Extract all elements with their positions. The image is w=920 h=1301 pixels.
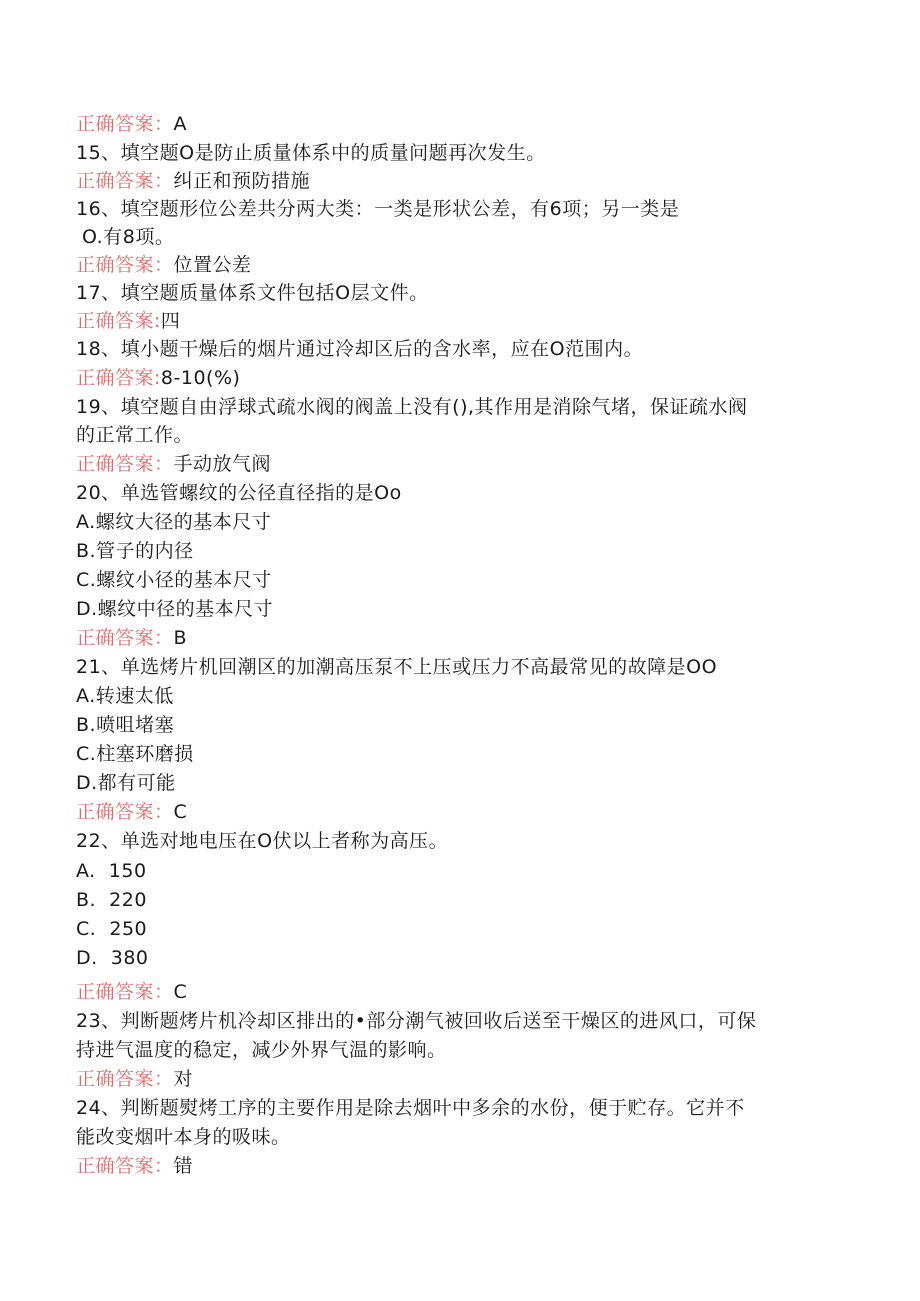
answer-line <box>76 1153 193 1179</box>
question-text: 23、判断题烤片机冷却区排出的•部分潮气被回收后送至干燥区的进风口，可保 <box>76 1010 757 1032</box>
option-item: D.都有可能 <box>76 772 176 794</box>
question-text-continued: 持进气温度的稳定，减少外界气温的影响。 <box>76 1039 447 1061</box>
option-item: B.管子的内径 <box>76 540 194 562</box>
answer-label: 正确答案: <box>76 310 161 332</box>
answer-value: 错 <box>173 1155 194 1177</box>
answer-label: 正确答案： <box>76 113 174 135</box>
answer-value: 对 <box>173 1068 194 1090</box>
question-text: 21、单选烤片机回潮区的加潮高压泵不上压或压力不高最常见的故障是OO <box>76 656 718 678</box>
answer-line <box>76 799 187 825</box>
answer-line <box>76 365 240 391</box>
answer-value: C <box>173 981 188 1003</box>
answer-line <box>76 979 187 1005</box>
answer-label: 正确答案： <box>76 1155 174 1177</box>
answer-label: 正确答案： <box>76 254 174 276</box>
option-item: D.螺纹中径的基本尺寸 <box>76 598 274 620</box>
question-text: 20、单选管螺纹的公径直径指的是Oo <box>76 482 402 504</box>
answer-value: C <box>173 801 188 823</box>
question-text: 22、单选对地电压在O伏以上者称为高压。 <box>76 830 449 852</box>
answer-line <box>76 1066 193 1092</box>
question-text: 19、填空题自由浮球式疏水阀的阀盖上没有(),其作用是消除气堵，保证疏水阀 <box>76 396 748 418</box>
option-item: C.螺纹小径的基本尺寸 <box>76 569 272 591</box>
option-item: C. 250 <box>76 918 148 940</box>
answer-line <box>76 111 187 137</box>
answer-value: 纠正和预防措施 <box>173 170 311 192</box>
option-item: C.柱塞环磨损 <box>76 743 194 765</box>
option-item: D. 380 <box>76 947 149 969</box>
answer-label: 正确答案： <box>76 627 174 649</box>
answer-value: 8-10(%) <box>160 367 241 389</box>
option-item: A. 150 <box>76 860 147 882</box>
option-item: B.喷咀堵塞 <box>76 714 175 736</box>
answer-value: B <box>173 627 188 649</box>
question-text-continued: 能改变烟叶本身的吸味。 <box>76 1126 291 1148</box>
answer-line <box>76 252 252 278</box>
question-text: 24、判断题熨烤工序的主要作用是除去烟叶中多余的水份，便于贮存。它并不 <box>76 1097 745 1119</box>
answer-label: 正确答案： <box>76 170 174 192</box>
answer-label: 正确答案： <box>76 453 174 475</box>
answer-value: A <box>173 113 188 135</box>
question-text: 15、填空题O是防止质量体系中的质量问题再次发生。 <box>76 142 546 164</box>
answer-label: 正确答案： <box>76 1068 174 1090</box>
answer-line <box>76 451 271 477</box>
question-text-continued: O.有8项。 <box>82 226 175 248</box>
answer-line <box>76 168 310 194</box>
answer-label: 正确答案: <box>76 367 161 389</box>
answer-label: 正确答案： <box>76 981 174 1003</box>
answer-line <box>76 308 180 334</box>
answer-value: 位置公差 <box>173 254 252 276</box>
answer-value: 四 <box>160 310 181 332</box>
option-item: A.转速太低 <box>76 685 174 707</box>
question-text: 16、填空题形位公差共分两大类：一类是形状公差，有6项；另一类是 <box>76 198 680 220</box>
question-text: 18、填小题干燥后的烟片通过冷却区后的含水率，应在O范围内。 <box>76 338 644 360</box>
option-item: A.螺纹大径的基本尺寸 <box>76 511 272 533</box>
answer-value: 手动放气阀 <box>173 453 272 475</box>
option-item: B. 220 <box>76 889 147 911</box>
question-text-continued: 的正常工作。 <box>76 424 194 446</box>
answer-label: 正确答案： <box>76 801 174 823</box>
answer-line <box>76 625 187 651</box>
question-text: 17、填空题质量体系文件包括O层文件。 <box>76 282 429 304</box>
